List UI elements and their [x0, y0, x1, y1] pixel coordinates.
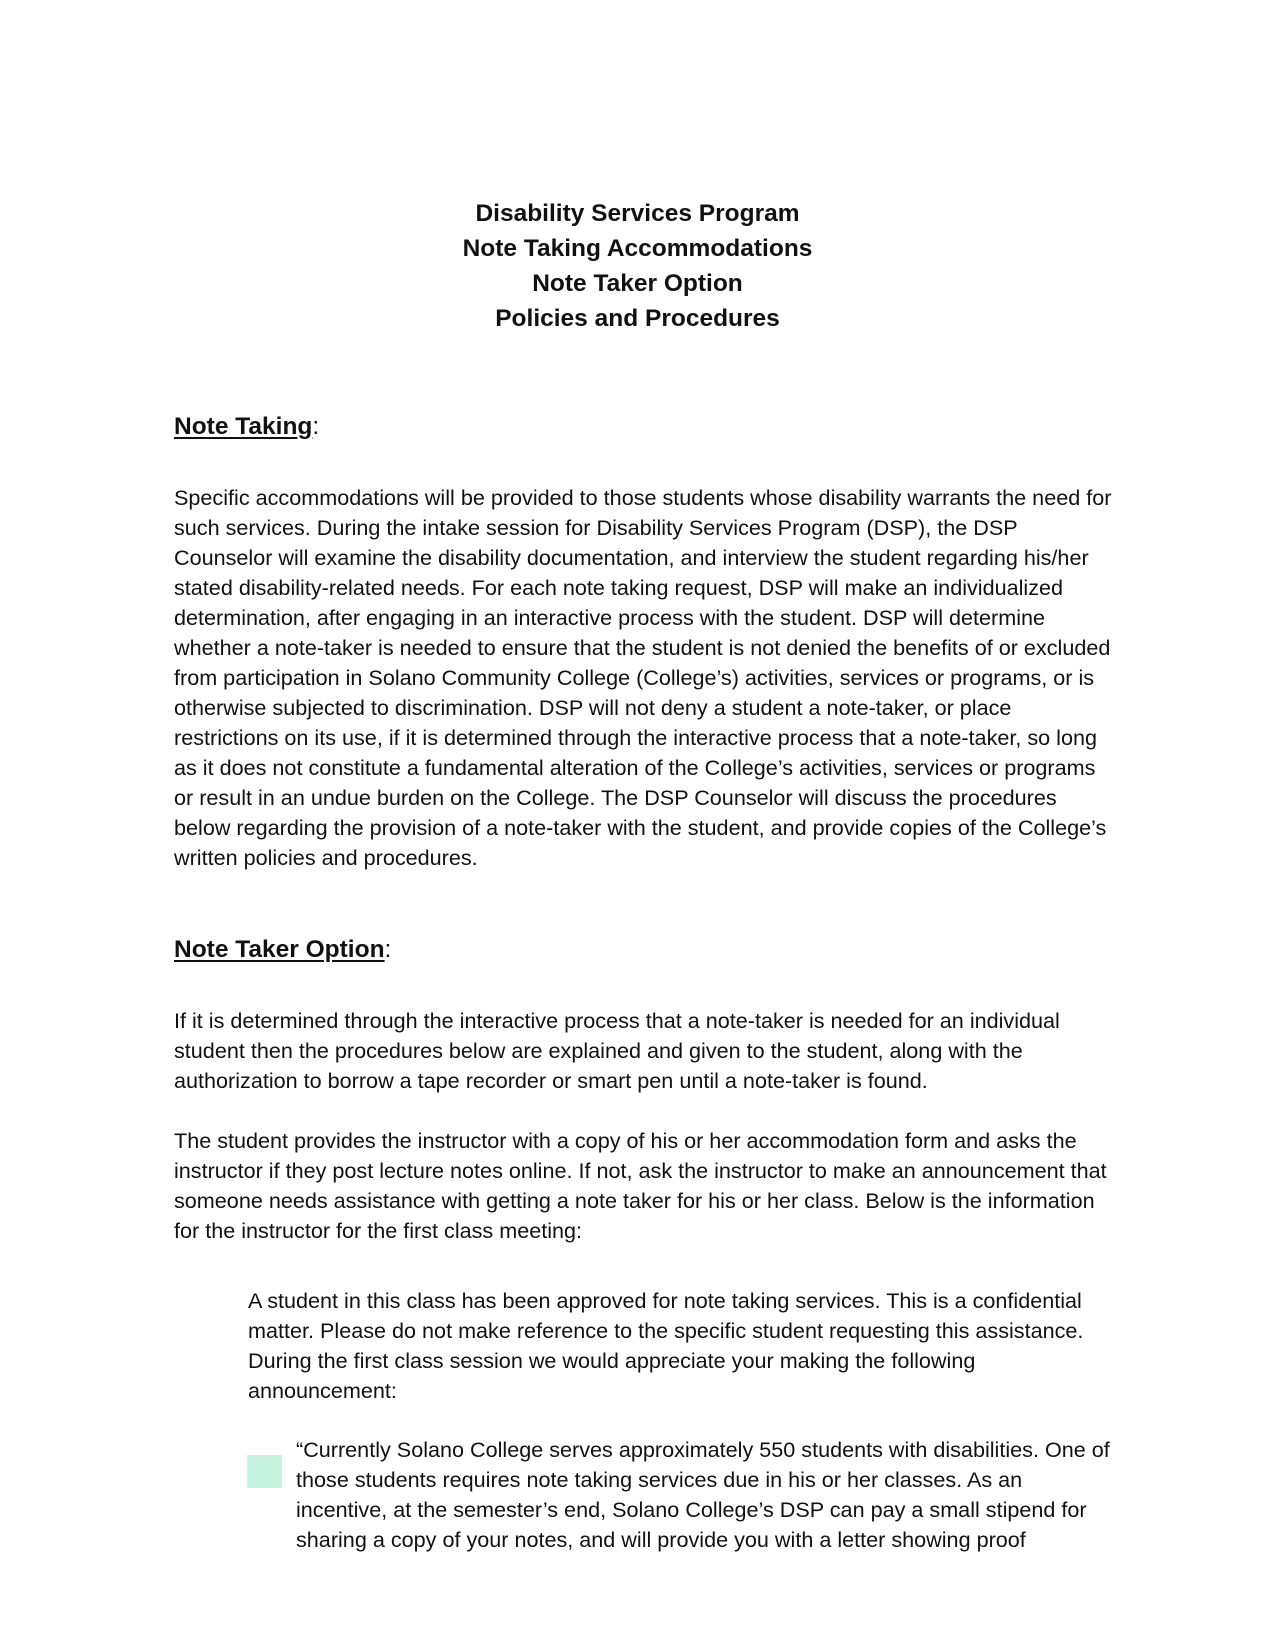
document-title	[0, 196, 1275, 336]
heading-note-taker-option-text: Note Taker Option	[174, 936, 385, 963]
title-line-2: Note Taking Accommodations	[462, 235, 813, 262]
heading-note-taker-option	[174, 936, 391, 964]
heading-note-taking-text: Note Taking	[174, 413, 313, 440]
note-taker-option-paragraph-1: If it is determined through the interactive process that a note-taker is needed for an individual student then the procedures below are explained and given to the student, along with the authorization to borrow a tape recorder or smart pen until a note-taker is found.	[174, 1008, 1060, 1093]
heading-note-taking-colon: :	[312, 413, 320, 440]
title-line-4: Policies and Procedures	[495, 305, 780, 332]
highlight-marker	[247, 1455, 282, 1488]
heading-note-taker-option-colon: :	[384, 936, 392, 963]
title-line-1: Disability Services Program	[475, 200, 800, 227]
heading-note-taking	[174, 413, 319, 441]
instructor-information-paragraph: A student in this class has been approved for note taking services. This is a confidential matter. Please do not make reference to the specific student requesting this assistance. During the first class session we would appreciate your making the following announcement:	[248, 1288, 1084, 1403]
note-taker-option-paragraph-2: The student provides the instructor with a copy of his or her accommodation form and asks the instructor if they post lecture notes online. If not, ask the instructor to make an announcement that someone needs assistance with getting a note taker for his or her class. Below is the information for the instructor for the first class meeting:	[174, 1128, 1107, 1243]
announcement-quote-paragraph: “Currently Solano College serves approximately 550 students with disabilities. One of those students requires note taking services due in his or her classes. As an incentive, at the semester’s end, Solano College’s DSP can pay a small stipend for sharing a copy of your notes, and will provide you with a letter showing proof	[296, 1437, 1110, 1552]
note-taking-paragraph: Specific accommodations will be provided to those students whose disability warrants the need for such services. During the intake session for Disability Services Program (DSP), the DSP Counselor will examine the disability documentation, and interview the student regarding his/her stated disability-related needs. For each note taking request, DSP will make an individualized determination, after engaging in an interactive process with the student. DSP will determine whether a note-taker is needed to ensure that the student is not denied the benefits of or excluded from participation in Solano Community College (College’s) activities, services or programs, or is otherwise subjected to discrimination. DSP will not deny a student a note-taker, or place restrictions on its use, if it is determined through the interactive process that a note-taker, so long as it does not constitute a fundamental alteration of the College’s activities, services or programs or result in an undue burden on the College. The DSP Counselor will discuss the procedures below regarding the provision of a note-taker with the student, and provide copies of the College’s written policies and procedures.	[174, 485, 1112, 870]
title-line-3: Note Taker Option	[532, 270, 743, 297]
